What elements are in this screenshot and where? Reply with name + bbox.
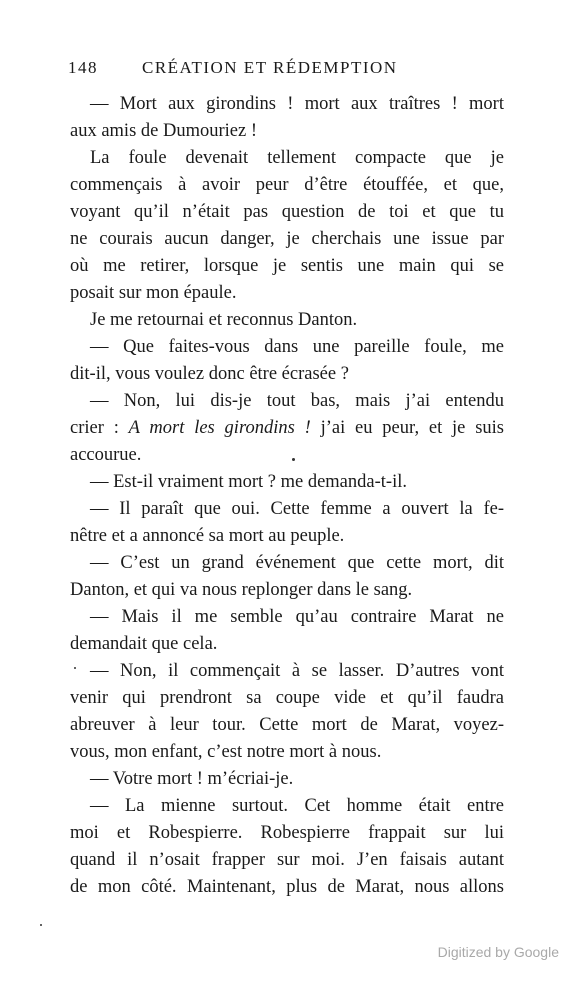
text-line: venir qui prendront sa coupe vide et qu’il faudra <box>70 688 504 708</box>
text-line: — C’est un grand événement que cette mort, dit <box>90 553 504 573</box>
text-line: commençais à avoir peur d’être étouffée, et que, <box>70 175 504 195</box>
text-line: posait sur mon épaule. <box>70 283 237 303</box>
text-line: de mon côté. Maintenant, plus de Marat, nous allons <box>70 877 504 897</box>
text-line: où me retirer, lorsque je sentis une main qui se <box>70 256 504 276</box>
text-line: — Mais il me semble qu’au contraire Marat ne <box>90 607 504 627</box>
text-line: accourue. <box>70 445 142 465</box>
text-line: — Que faites-vous dans une pareille foule, me <box>90 337 504 357</box>
running-title: CRÉATION ET RÉDEMPTION <box>142 58 398 77</box>
text-line: Je me retournai et reconnus Danton. <box>90 310 358 330</box>
running-head <box>68 58 508 82</box>
text-line: nêtre et a annoncé sa mort au peuple. <box>70 526 345 546</box>
text-line: — Non, lui dis-je tout bas, mais j’ai entendu <box>90 391 504 411</box>
text-line: — La mienne surtout. Cet homme était entre <box>90 796 504 816</box>
text-line: Danton, et qui va nous replonger dans le sang. <box>70 580 413 600</box>
italic-quote: A mort les girondins ! <box>128 418 311 438</box>
text-line: aux amis de Dumouriez ! <box>70 121 257 141</box>
ink-speck <box>40 924 42 926</box>
text-line: moi et Robespierre. Robespierre frappait sur lui <box>70 823 504 843</box>
text-line: demandait que cela. <box>70 634 218 654</box>
text-line: dit-il, vous voulez donc être écrasée ? <box>70 364 349 384</box>
text-line: — Mort aux girondins ! mort aux traîtres ! mort <box>90 94 504 114</box>
text-line-segment: crier : <box>70 418 129 438</box>
text-line: — Votre mort ! m’écriai-je. <box>90 769 294 789</box>
ink-speck <box>74 667 76 669</box>
digitized-watermark: Digitized by Google <box>437 944 559 960</box>
body-text <box>70 91 504 901</box>
text-line-segment: j’ai eu peur, et je suis <box>310 418 504 438</box>
text-line: ne courais aucun danger, je cherchais une issue par <box>70 229 504 249</box>
text-line: La foule devenait tellement compacte que je <box>90 148 504 168</box>
text-line: quand il n’osait frapper sur moi. J’en faisais autant <box>70 850 504 870</box>
text-line: — Est-il vraiment mort ? me demanda-t-il. <box>90 472 407 492</box>
page-number: 148 <box>68 58 98 77</box>
text-line: vous, mon enfant, c’est notre mort à nous. <box>70 742 382 762</box>
text-line: — Il paraît que oui. Cette femme a ouvert la fe- <box>90 499 504 519</box>
text-line: abreuver à leur tour. Cette mort de Marat, voyez- <box>70 715 504 735</box>
text-line: voyant qu’il n’était pas question de toi et que tu <box>70 202 504 222</box>
ink-speck <box>292 458 295 461</box>
text-line: — Non, il commençait à se lasser. D’autres vont <box>90 661 504 681</box>
text-line <box>70 415 504 442</box>
